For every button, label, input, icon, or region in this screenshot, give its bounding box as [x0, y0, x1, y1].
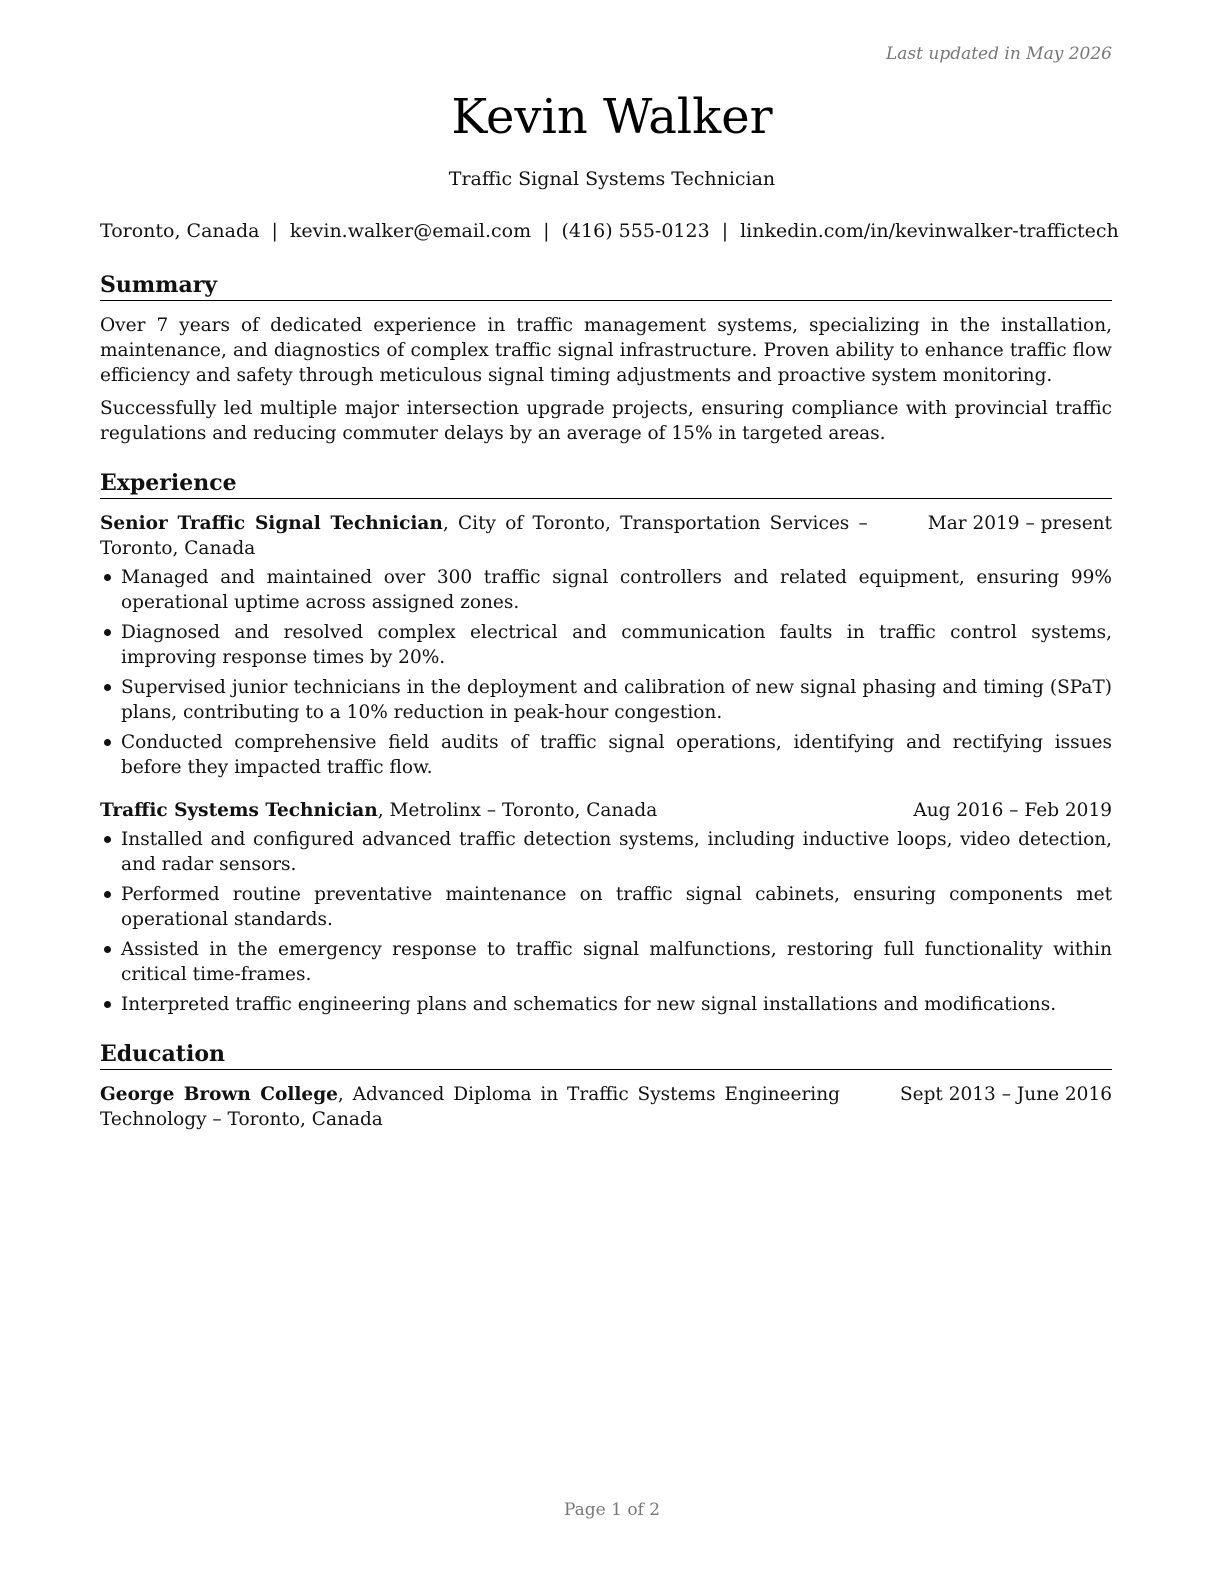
summary-paragraph: Successfully led multiple major intersection upgrade projects, ensuring compliance with provincial traffic regulations and reducing commuter delays by an average of 15% in targeted areas. [100, 398, 1112, 444]
job-dates: Mar 2019 – present [927, 513, 1112, 534]
summary-paragraph: Over 7 years of dedicated experience in traffic management systems, specializing in the installation, maintenance, and diagnostics of complex traffic signal infrastructure. Proven ability to enhance traffic flow efficiency and safety through meticulous signal timing adjustments and proactive system monitoring. [100, 315, 1112, 386]
job-role-employer [100, 511, 928, 561]
experience-heading: Experience [100, 468, 1112, 499]
education-detail: , Advanced Diploma in Traffic Systems Engineering Technology – Toronto, Canada [100, 1084, 840, 1130]
job-bullet: Installed and configured advanced traffic detection systems, including inductive loops, video detection, and radar sensors. [100, 827, 1112, 877]
job-bullet: Assisted in the emergency response to traffic signal malfunctions, restoring full functionality within critical time-frames. [100, 937, 1112, 987]
job-header [100, 798, 1112, 823]
candidate-name: Kevin Walker [451, 89, 773, 145]
job-bullets [100, 827, 1112, 1017]
contact-phone[interactable]: (416) 555-0123 [561, 220, 710, 242]
experience-section [100, 468, 1112, 1017]
job-entry [100, 798, 1112, 1017]
job-bullet: Managed and maintained over 300 traffic signal controllers and related equipment, ensuring 99% operational uptime across assigned zones. [100, 565, 1112, 615]
job-employer: , City of Toronto, Transportation Services – Toronto, Canada [100, 513, 868, 559]
job-role-employer [100, 798, 913, 823]
education-dates: Sept 2013 – June 2016 [899, 1084, 1112, 1105]
candidate-title: Traffic Signal Systems Technician [448, 168, 776, 190]
job-role: Traffic Systems Technician [100, 800, 378, 821]
education-section [100, 1039, 1112, 1132]
job-bullet: Interpreted traffic engineering plans and schematics for new signal installations and modifications. [100, 992, 1112, 1017]
contact-separator: | [721, 220, 729, 242]
job-bullet: Performed routine preventative maintenance on traffic signal cabinets, ensuring components met operational standards. [100, 882, 1112, 932]
resume-body [100, 270, 1112, 1154]
last-updated-note: Last updated in May 2026 [885, 44, 1112, 64]
job-employer: , Metrolinx – Toronto, Canada [377, 800, 658, 821]
education-heading: Education [100, 1039, 1112, 1070]
job-header [100, 511, 1112, 561]
job-dates: Aug 2016 – Feb 2019 [913, 800, 1112, 821]
education-entry [100, 1082, 1112, 1132]
contact-line [100, 218, 1119, 244]
contact-separator: | [271, 220, 278, 242]
education-school-detail [100, 1082, 900, 1132]
education-school: George Brown College [100, 1084, 338, 1105]
summary-heading: Summary [100, 270, 1112, 301]
job-entry [100, 511, 1112, 780]
job-role: Senior Traffic Signal Technician [100, 513, 443, 534]
contact-linkedin[interactable]: linkedin.com/in/kevinwalker-traffictech [740, 220, 1119, 242]
job-bullet: Supervised junior technicians in the deployment and calibration of new signal phasing and timing (SPaT) plans, contributing to a 10% reduction in peak-hour congestion. [100, 675, 1112, 725]
job-bullet: Diagnosed and resolved complex electrical and communication faults in traffic control systems, improving response times by 20%. [100, 620, 1112, 670]
job-bullet: Conducted comprehensive field audits of traffic signal operations, identifying and rectifying issues before they impacted traffic flow. [100, 730, 1112, 780]
contact-location: Toronto, Canada [100, 220, 260, 242]
job-bullets [100, 565, 1112, 780]
page-number: Page 1 of 2 [563, 1500, 661, 1520]
summary-section [100, 270, 1112, 446]
contact-separator: | [543, 220, 550, 242]
contact-email[interactable]: kevin.walker@email.com [289, 220, 532, 242]
